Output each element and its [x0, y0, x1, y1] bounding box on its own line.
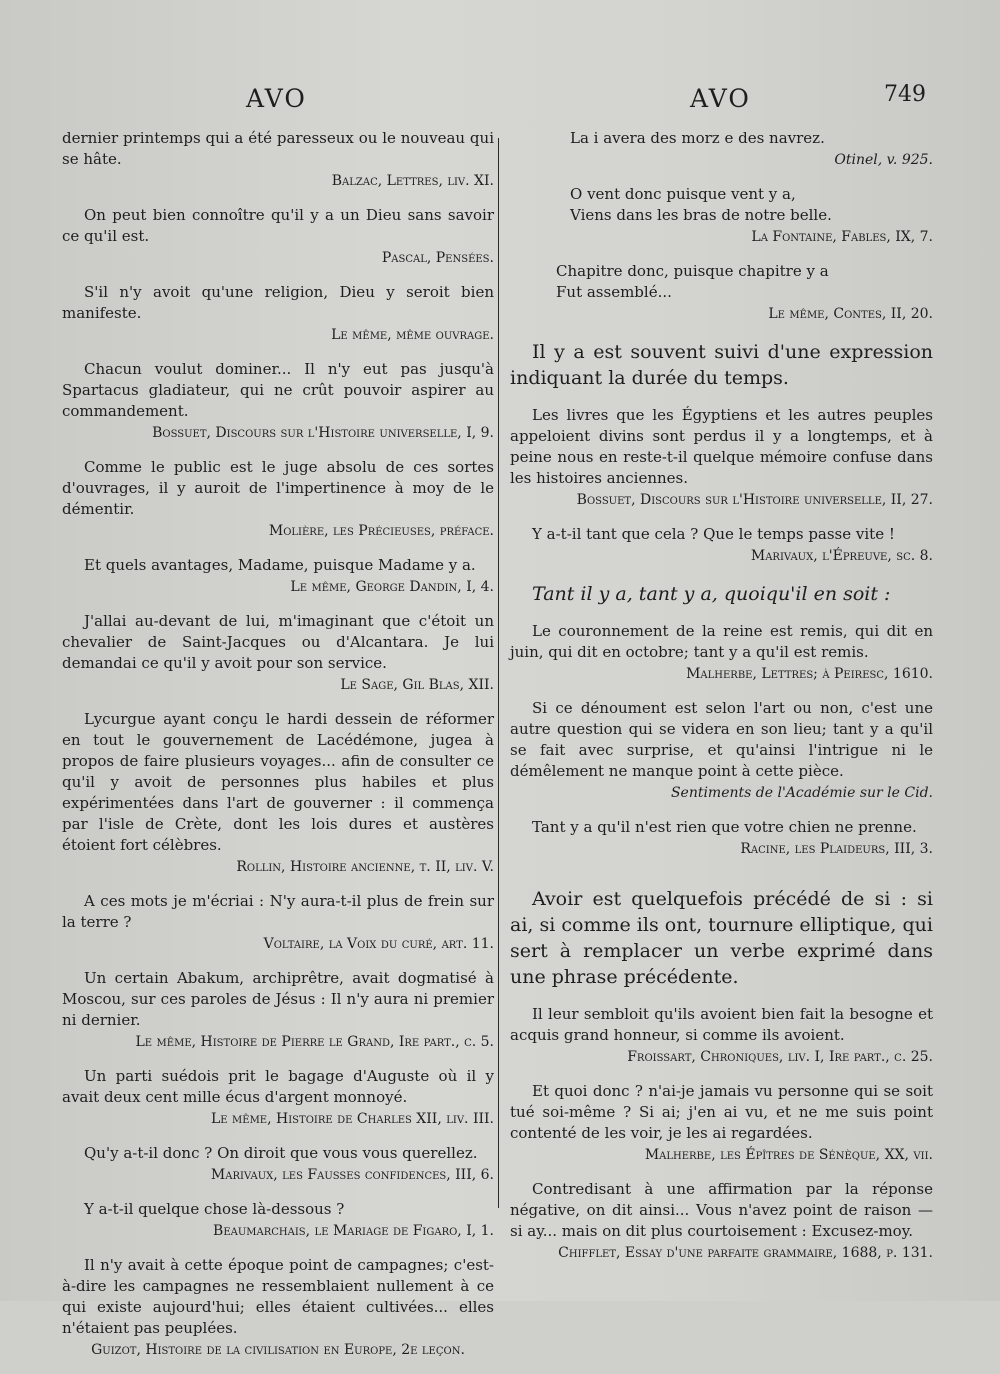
- quote: Et quoi donc ? n'ai-je jamais vu personne qui se soit tué soi-même ? Si ai; j'en ai vu, et ne me suis point contenté de les voir, je les ai regardées.: [510, 1082, 933, 1142]
- quote-source: Guizot, Histoire de la civilisation en Europe, 2e leçon.: [91, 1342, 465, 1358]
- quote-source: Le même, Histoire de Charles XII, liv. III.: [210, 1111, 494, 1127]
- quote: Contredisant à une affirmation par la réponse négative, on dit ainsi... Vous n'avez point de raison — si ay... mais on dit plus courtoisement : Excusez-moy.: [510, 1180, 933, 1240]
- quote: A ces mots je m'écriai : N'y aura-t-il plus de frein sur la terre ?: [62, 892, 494, 931]
- running-head-right: AVO: [690, 84, 751, 113]
- right-column: [510, 128, 933, 1277]
- left-column: [62, 128, 494, 1374]
- section-heading: Tant il y a, tant y a, quoiqu'il en soit :: [532, 583, 891, 605]
- quote: Un parti suédois prit le bagage d'Auguste où il y avait deux cent mille écus d'argent monnoyé.: [62, 1067, 494, 1106]
- quote-source: Le même, Histoire de Pierre le Grand, Ire part., c. 5.: [135, 1034, 494, 1050]
- quote-source: Le Sage, Gil Blas, XII.: [340, 677, 494, 693]
- quote-source: Molière, les Précieuses, préface.: [268, 523, 494, 539]
- quote: Qu'y a-t-il donc ? On diroit que vous vous querellez.: [84, 1144, 478, 1162]
- running-head-left: AVO: [246, 84, 307, 113]
- quote: S'il n'y avoit qu'une religion, Dieu y seroit bien manifeste.: [62, 283, 494, 322]
- quote-source: Sentiments de l'Académie sur le Cid.: [670, 785, 933, 801]
- quote: Chacun voulut dominer... Il n'y eut pas jusqu'à Spartacus gladiateur, qui ne crût pouvoir aspirer au commandement.: [62, 360, 494, 420]
- quote-source: Rollin, Histoire ancienne, t. II, liv. V.: [236, 859, 494, 875]
- quote-source: Le même, même ouvrage.: [331, 327, 494, 343]
- quote-source: Pascal, Pensées.: [381, 250, 494, 266]
- verse-line: O vent donc puisque vent y a,: [570, 185, 796, 203]
- quote: On peut bien connoître qu'il y a un Dieu sans savoir ce qu'il est.: [62, 206, 494, 245]
- quote: Tant y a qu'il n'est rien que votre chien ne prenne.: [532, 818, 917, 836]
- quote: Le couronnement de la reine est remis, qui dit en juin, qui dit en octobre; tant y a qu'il est remis.: [510, 622, 933, 661]
- quote: Si ce dénoument est selon l'art ou non, c'est une autre question qui se videra en son lieu; tant y a qu'il se fait avec surprise, et qu'ainsi l'intrigue ni le démêlement ne manque point à cette pièce.: [510, 699, 933, 780]
- verse-line: La i avera des morz e des navrez.: [570, 129, 825, 147]
- quote: Il leur sembloit qu'ils avoient bien fait la besogne et acquis grand honneur, si comme ils avoient.: [510, 1005, 933, 1044]
- section-heading: Il y a est souvent suivi d'une expression indiquant la durée du temps.: [510, 341, 933, 389]
- column-divider: [498, 138, 499, 1208]
- quote: Les livres que les Égyptiens et les autres peuples appeloient divins sont perdus il y a longtemps, et à peine nous en reste-t-il quelque mémoire confuse dans les histoires anciennes.: [510, 406, 933, 487]
- quote: J'allai au-devant de lui, m'imaginant que c'étoit un chevalier de Saint-Jacques ou d'Alcantara. Je lui demandai ce qu'il y avoit pour son service.: [62, 612, 494, 672]
- quote: dernier printemps qui a été paresseux ou le nouveau qui se hâte.: [62, 129, 494, 168]
- quote-source: Bossuet, Discours sur l'Histoire universelle, II, 27.: [576, 492, 933, 508]
- quote: Il n'y avait à cette époque point de campagnes; c'est-à-dire les campagnes ne ressemblaient nullement à ce qui existe aujourd'hui; elles étaient cultivées... elles n'étaient pas peuplées.: [62, 1256, 494, 1337]
- verse-line: Viens dans les bras de notre belle.: [570, 206, 832, 224]
- quote-source: Beaumarchais, le Mariage de Figaro, I, 1.: [213, 1223, 494, 1239]
- quote-source: Froissart, Chroniques, liv. I, Ire part., c. 25.: [627, 1049, 933, 1065]
- quote-source: Bossuet, Discours sur l'Histoire universelle, I, 9.: [152, 425, 494, 441]
- quote-source: Marivaux, l'Épreuve, sc. 8.: [750, 548, 933, 564]
- quote-source: Chifflet, Essay d'une parfaite grammaire, 1688, p. 131.: [558, 1245, 933, 1261]
- verse-source: Otinel, v. 925.: [834, 152, 933, 168]
- quote-source: Racine, les Plaideurs, III, 3.: [740, 841, 933, 857]
- quote-source: Balzac, Lettres, liv. XI.: [331, 173, 494, 189]
- page-number: 749: [884, 82, 926, 107]
- quote: Un certain Abakum, archiprêtre, avait dogmatisé à Moscou, sur ces paroles de Jésus : Il n'y aura ni premier ni dernier.: [62, 969, 494, 1029]
- verse-source: La Fontaine, Fables, IX, 7.: [751, 229, 933, 245]
- quote: Y a-t-il tant que cela ? Que le temps passe vite !: [532, 525, 895, 543]
- quote-source: Le même, George Dandin, I, 4.: [290, 579, 494, 595]
- quote: Et quels avantages, Madame, puisque Madame y a.: [84, 556, 476, 574]
- verse-line: Fut assemblé...: [556, 283, 672, 301]
- quote: Comme le public est le juge absolu de ces sortes d'ouvrages, il y auroit de l'impertinence à moy de le démentir.: [62, 458, 494, 518]
- quote-source: Marivaux, les Fausses confidences, III, 6.: [210, 1167, 494, 1183]
- quote: Lycurgue ayant conçu le hardi dessein de réformer en tout le gouvernement de Lacédémone, jugea à propos de faire plusieurs voyages... afin de consulter ce qu'il y avoit de personnes plus habiles et plus expérimentées dans l'art de gouverner : il commença par l'isle de Crète, dont les lois dures et austères étoient fort célèbres.: [62, 710, 494, 854]
- verse-source: Le même, Contes, II, 20.: [768, 306, 933, 322]
- quote-source: Malherbe, Lettres; à Peiresc, 1610.: [686, 666, 933, 682]
- quote: Y a-t-il quelque chose là-dessous ?: [84, 1200, 345, 1218]
- quote-source: Malherbe, les Épîtres de Sénèque, XX, vii.: [644, 1147, 933, 1163]
- quote-source: Voltaire, la Voix du curé, art. 11.: [263, 936, 494, 952]
- section-heading: Avoir est quelquefois précédé de si : si ai, si comme ils ont, tournure elliptique, qui sert à remplacer un verbe exprimé dans une phrase précédente.: [510, 888, 933, 988]
- verse-line: Chapitre donc, puisque chapitre y a: [556, 262, 829, 280]
